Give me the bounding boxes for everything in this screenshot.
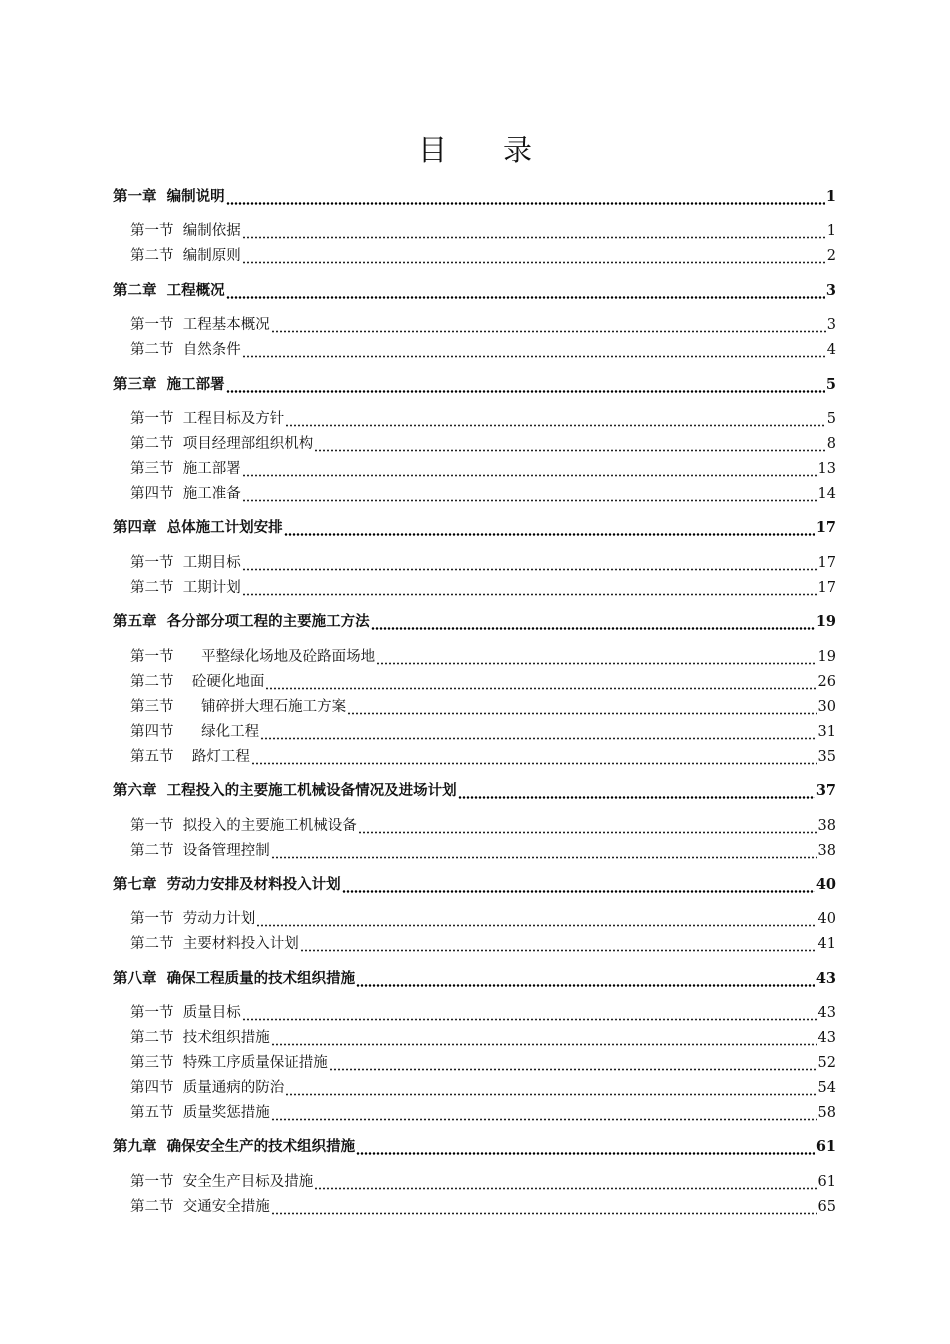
toc-entry-label: 第四节 绿化工程 [130,724,260,740]
toc-entry-label: 第二节 工期计划 [130,580,241,596]
toc-page-number: 54 [817,1080,836,1096]
toc-dot-leader [251,746,817,768]
toc-section-entry[interactable] [130,245,836,267]
toc-dot-leader [242,552,817,574]
toc-chapter-entry[interactable] [113,186,836,208]
toc-dot-leader [285,1077,816,1099]
toc-section-entry[interactable] [130,1077,836,1099]
toc-section-entry[interactable] [130,908,836,930]
toc-dot-leader [284,517,815,539]
toc-dot-leader [329,1052,817,1074]
toc-entry-label: 第二节 砼硬化地面 [130,674,265,690]
toc-dot-leader [356,1136,815,1158]
toc-entry-label: 第九章 确保安全生产的技术组织措施 [113,1138,356,1155]
toc-section-entry[interactable] [130,483,836,505]
toc-page-number: 41 [817,936,836,952]
toc-page-number: 1 [825,188,836,205]
toc-chapter-entry[interactable] [113,1136,836,1158]
toc-chapter-entry[interactable] [113,374,836,396]
toc-page-number: 26 [817,674,836,690]
toc-entry-label: 第一章 编制说明 [113,188,225,205]
toc-dot-leader [271,1027,817,1049]
toc-title-right: 录 [503,133,533,167]
toc-dot-leader [226,280,825,302]
toc-entry-label: 第二节 交通安全措施 [130,1199,270,1215]
toc-dot-leader [300,933,817,955]
toc-page-number: 13 [817,461,836,477]
toc-page-number: 2 [826,248,836,264]
toc-entry-label: 第一节 工程基本概况 [130,317,270,333]
toc-dot-leader [271,314,826,336]
toc-dot-leader [242,339,826,361]
toc-chapter-entry[interactable] [113,780,836,802]
toc-dot-leader [226,374,825,396]
toc-entry-label: 第三节 特殊工序质量保证措施 [130,1055,328,1071]
toc-entry-label: 第五节 路灯工程 [130,749,250,765]
toc-dot-leader [271,1196,817,1218]
toc-dot-leader [242,245,826,267]
toc-dot-leader [285,408,826,430]
toc-section-entry[interactable] [130,646,836,668]
toc-dot-leader [356,968,815,990]
toc-entry-label: 第二节 技术组织措施 [130,1030,270,1046]
toc-page-number: 17 [815,519,836,536]
toc-dot-leader [242,458,817,480]
toc-entry-label: 第三节 施工部署 [130,461,241,477]
toc-page-number: 61 [817,1174,836,1190]
toc-page-number: 40 [817,911,836,927]
toc-entry-label: 第一节 劳动力计划 [130,911,256,927]
toc-section-entry[interactable] [130,1196,836,1218]
toc-page-number: 14 [817,486,836,502]
toc-dot-leader [458,780,815,802]
toc-dot-leader [376,646,816,668]
toc-page-number: 3 [825,282,836,299]
toc-entry-label: 第二节 设备管理控制 [130,843,270,859]
toc-entry-label: 第四节 施工准备 [130,486,241,502]
toc-page-number: 43 [815,970,836,987]
toc-dot-leader [265,671,816,693]
toc-section-entry[interactable] [130,339,836,361]
toc-dot-leader [347,696,816,718]
toc-section-entry[interactable] [130,552,836,574]
toc-entry-label: 第一节 质量目标 [130,1005,241,1021]
toc-page-number: 17 [817,555,836,571]
toc-section-entry[interactable] [130,1171,836,1193]
toc-chapter-entry[interactable] [113,611,836,633]
toc-section-entry[interactable] [130,721,836,743]
toc-dot-leader [371,611,815,633]
toc-page-number: 19 [817,649,836,665]
toc-page-number: 35 [817,749,836,765]
toc-section-entry[interactable] [130,815,836,837]
toc-title [0,132,950,168]
toc-dot-leader [260,721,816,743]
toc-page-number: 4 [826,342,836,358]
toc-entry-label: 第八章 确保工程质量的技术组织措施 [113,970,356,987]
toc-page-number: 8 [826,436,836,452]
toc-dot-leader [242,577,817,599]
toc-entry-label: 第二节 项目经理部组织机构 [130,436,314,452]
toc-entry-label: 第四章 总体施工计划安排 [113,519,283,536]
toc-section-entry[interactable] [130,1052,836,1074]
toc-dot-leader [271,840,817,862]
toc-entry-label: 第三章 施工部署 [113,376,225,393]
toc-section-entry[interactable] [130,433,836,455]
toc-dot-leader [256,908,816,930]
toc-entry-label: 第三节 铺碎拼大理石施工方案 [130,699,347,715]
toc-dot-leader [342,874,815,896]
toc-chapter-entry[interactable] [113,874,836,896]
toc-page-number: 37 [815,782,836,799]
toc-page-number: 43 [817,1030,836,1046]
toc-entry-label: 第五节 质量奖惩措施 [130,1105,270,1121]
toc-entry-label: 第一节 编制依据 [130,223,241,239]
toc-section-entry[interactable] [130,408,836,430]
toc-section-entry[interactable] [130,577,836,599]
toc-entry-label: 第一节 工程目标及方针 [130,411,285,427]
toc-page-number: 5 [825,376,836,393]
toc-section-entry[interactable] [130,840,836,862]
toc-page-number: 5 [826,411,836,427]
toc-entry-label: 第一节 平整绿化场地及砼路面场地 [130,649,376,665]
toc-page-number: 58 [817,1105,836,1121]
toc-entry-label: 第一节 安全生产目标及措施 [130,1174,314,1190]
toc-section-entry[interactable] [130,696,836,718]
toc-entry-label: 第二章 工程概况 [113,282,225,299]
toc-dot-leader [314,433,826,455]
toc-page-number: 31 [817,724,836,740]
toc-page-number: 40 [815,876,836,893]
toc-section-entry[interactable] [130,1102,836,1124]
toc-section-entry[interactable] [130,933,836,955]
toc-dot-leader [314,1171,816,1193]
toc-entry-label: 第一节 工期目标 [130,555,241,571]
toc-title-left: 目 [417,133,447,167]
toc-page-number: 30 [817,699,836,715]
toc-dot-leader [242,483,817,505]
toc-page-number: 17 [817,580,836,596]
toc-page-number: 65 [817,1199,836,1215]
toc-chapter-entry[interactable] [113,968,836,990]
toc-entry-label: 第七章 劳动力安排及材料投入计划 [113,876,341,893]
toc-page-number: 52 [817,1055,836,1071]
toc-dot-leader [358,815,817,837]
toc-entry-label: 第二节 编制原则 [130,248,241,264]
toc-entry-label: 第二节 自然条件 [130,342,241,358]
toc-entry-label: 第四节 质量通病的防治 [130,1080,285,1096]
toc-page-number: 3 [826,317,836,333]
toc-page-number: 1 [826,223,836,239]
toc-chapter-entry[interactable] [113,280,836,302]
toc-page-number: 38 [817,818,836,834]
toc-chapter-entry[interactable] [113,517,836,539]
toc-section-entry[interactable] [130,458,836,480]
toc-entry-label: 第一节 拟投入的主要施工机械设备 [130,818,357,834]
toc-section-entry[interactable] [130,1002,836,1024]
toc-entry-label: 第五章 各分部分项工程的主要施工方法 [113,613,370,630]
toc-page-number: 43 [817,1005,836,1021]
toc-entry-label: 第六章 工程投入的主要施工机械设备情况及进场计划 [113,782,457,799]
toc-page-number: 19 [815,613,836,630]
toc-dot-leader [242,1002,817,1024]
toc-section-entry[interactable] [130,220,836,242]
toc-page-number: 38 [817,843,836,859]
toc-section-entry[interactable] [130,1027,836,1049]
toc-section-entry[interactable] [130,314,836,336]
toc-dot-leader [242,220,826,242]
toc-dot-leader [271,1102,817,1124]
toc-page-number: 61 [815,1138,836,1155]
toc-entry-label: 第二节 主要材料投入计划 [130,936,299,952]
toc-dot-leader [226,186,825,208]
toc-section-entry[interactable] [130,746,836,768]
toc-section-entry[interactable] [130,671,836,693]
